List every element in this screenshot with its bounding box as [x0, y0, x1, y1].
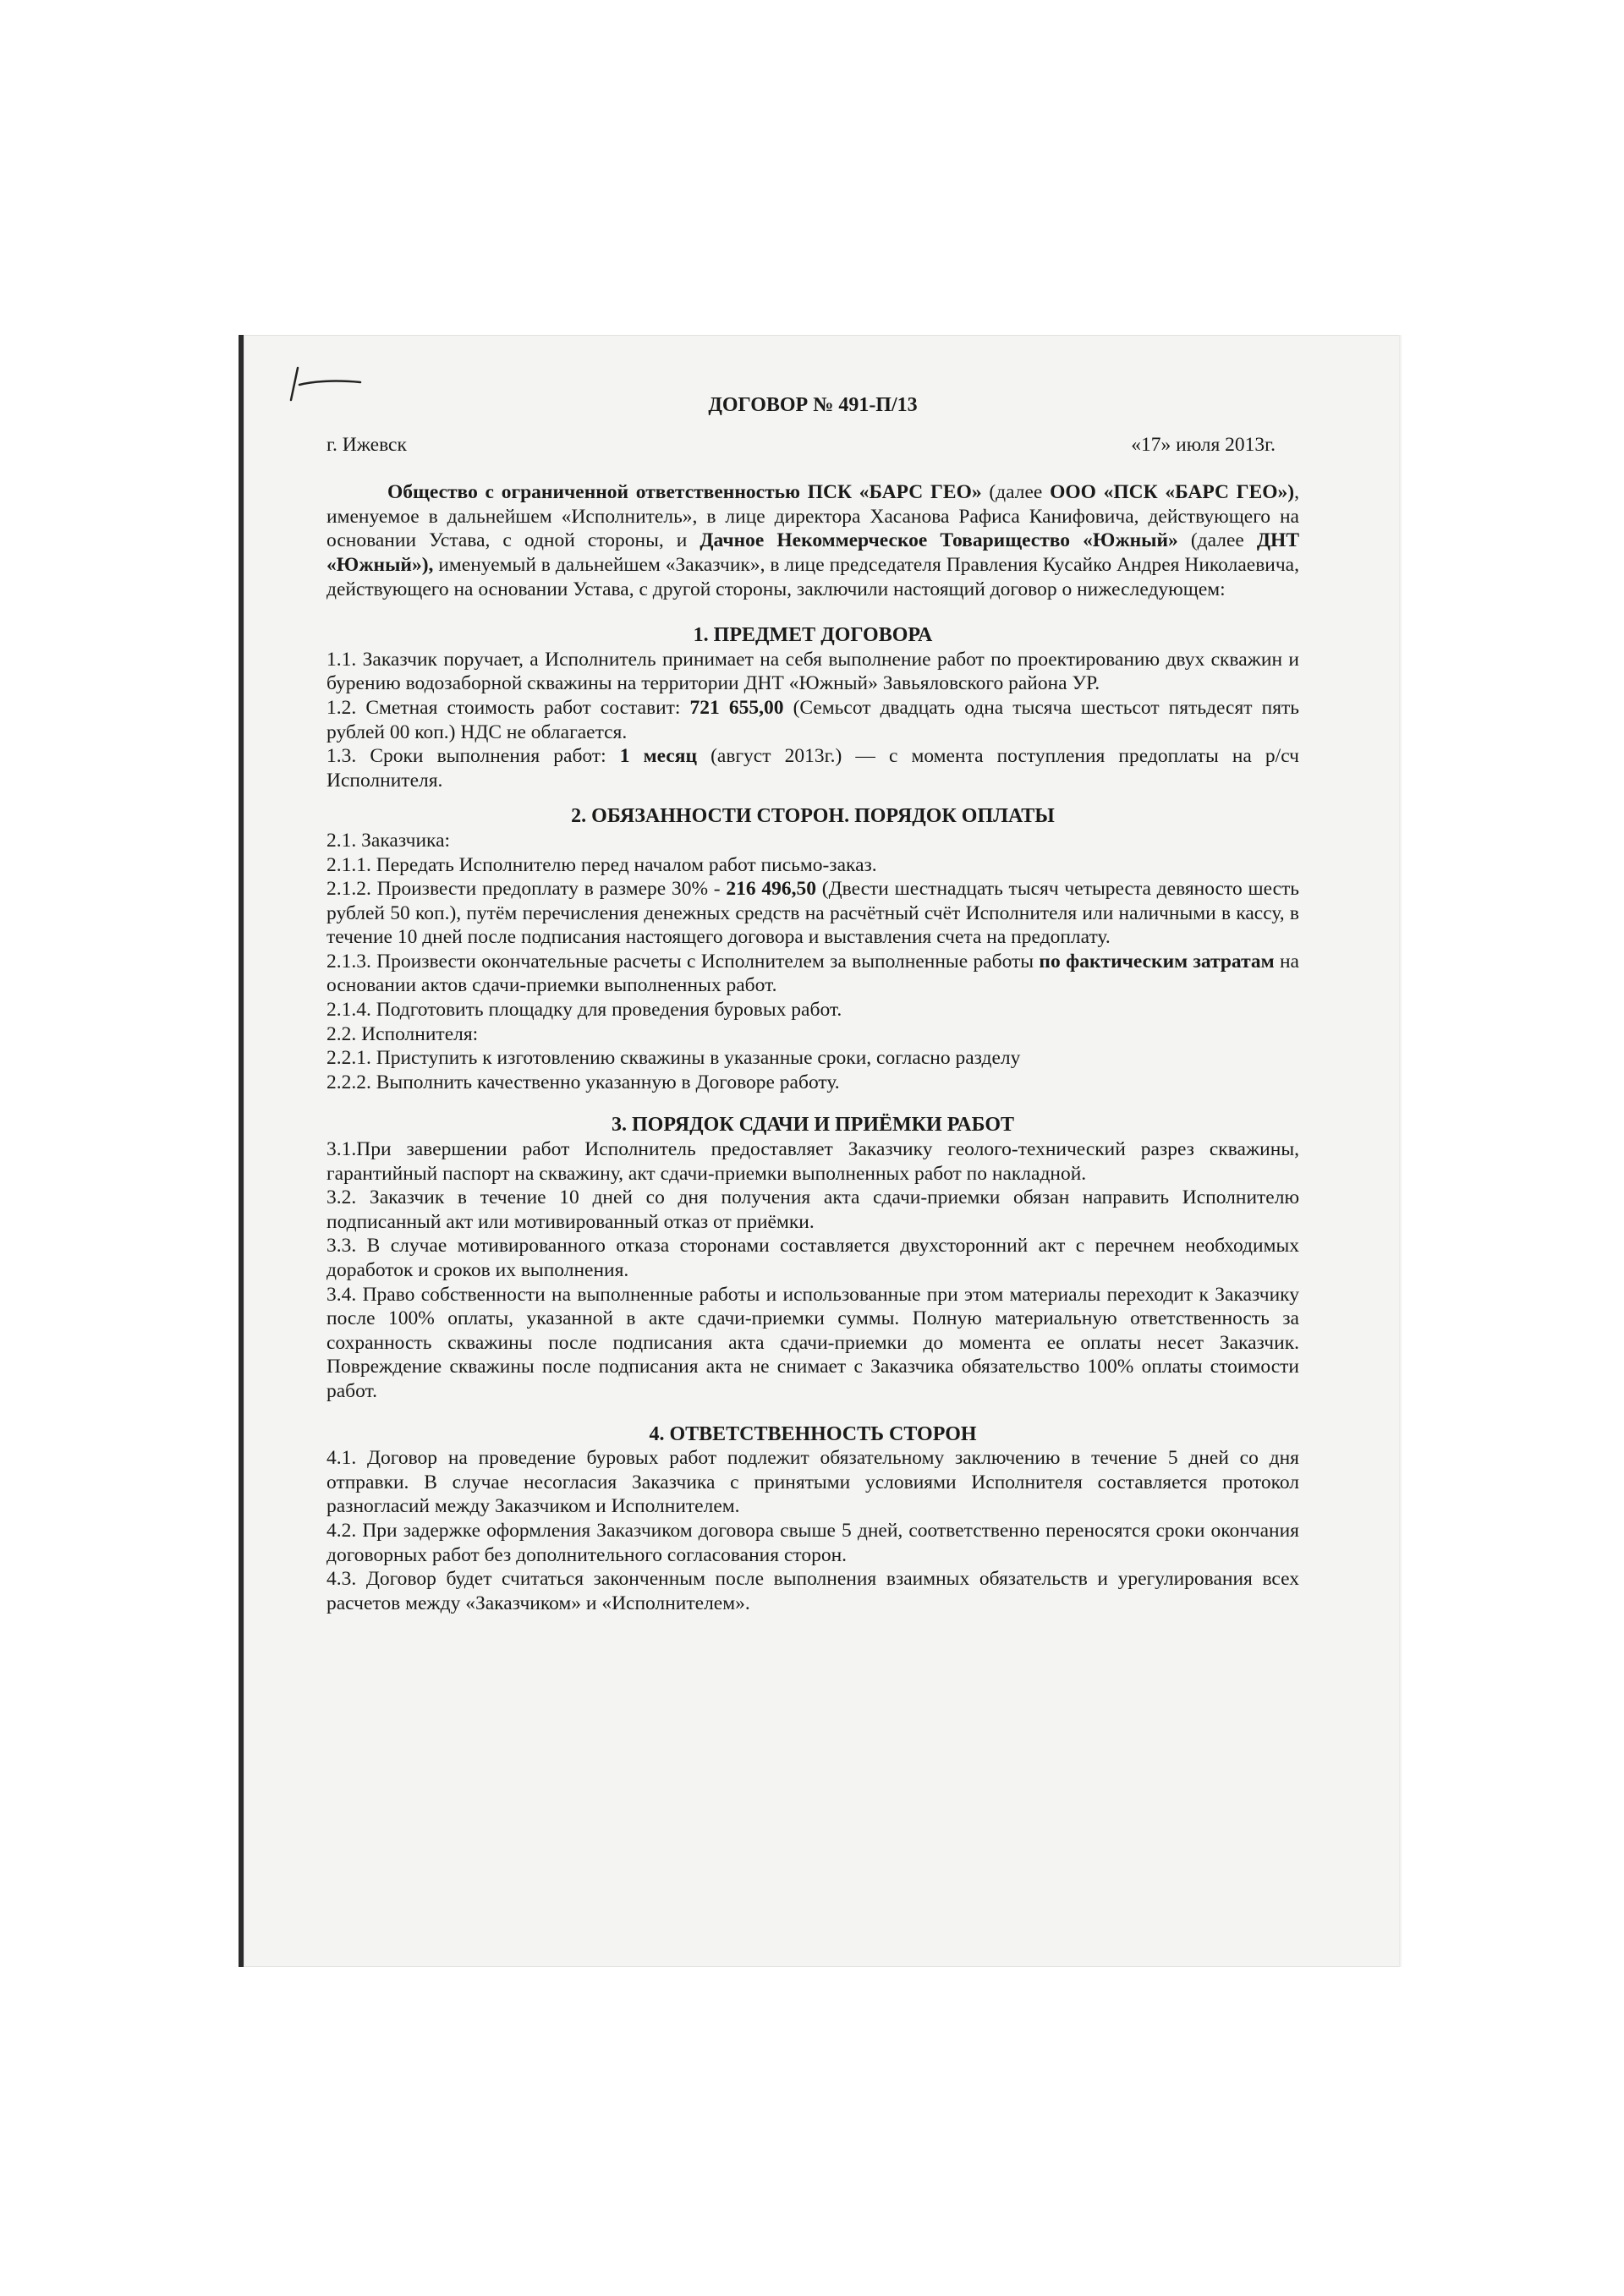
clause-1-2: 1.2. Сметная стоимость работ составит: 721 655,00 (Семьсот двадцать одна тысяча шестьсот пятьдесят пять рублей 00 коп.) НДС не облагается. — [326, 696, 1299, 743]
clause-4-3: 4.3. Договор будет считаться законченным после выполнения взаимных обязательств и урегулирования всех расчетов между «Заказчиком» и «Исполнителем». — [326, 1568, 1299, 1614]
clause-4-2: 4.2. При задержке оформления Заказчиком договора свыше 5 дней, соответственно переносятся сроки окончания договорных работ без дополнительного согласования сторон. — [326, 1519, 1299, 1566]
clause-2-2-2: 2.2.2. Выполнить качественно указанную в Договоре работу. — [326, 1071, 840, 1093]
section-1-title: 1. ПРЕДМЕТ ДОГОВОРА — [693, 624, 933, 647]
place-date-row — [326, 433, 1299, 458]
contract-document — [326, 393, 1299, 1615]
clause-2-1-2: 2.1.2. Произвести предоплату в размере 30% - 216 496,50 (Двести шестнадцать тысяч четыреста девяносто шесть рублей 50 коп.), путём перечисления денежных средств на расчётный счёт Исполнителя или наличными в кассу, в течение 10 дней после подписания настоящего договора и выставления счета на предоплату. — [326, 878, 1300, 949]
clause-2-2-1: 2.2.1. Приступить к изготовлению скважины в указанные сроки, согласно разделу — [326, 1047, 1021, 1070]
section-3-title: 3. ПОРЯДОК СДАЧИ И ПРИЁМКИ РАБОТ — [611, 1114, 1015, 1137]
preamble-org1: Общество с ограниченной ответственностью ПСК «БАРС ГЕО» — [387, 481, 982, 504]
preamble-org2-short: ДНТ «Южный»), — [326, 529, 1299, 576]
actual-costs: по фактическим затратам — [1039, 950, 1275, 973]
clause-3-1: 3.1.При завершении работ Исполнитель предоставляет Заказчику геолого-технический разрез скважины, гарантийный паспорт на скважину, акт сдачи-приемки выполненных работ по накладной. — [326, 1138, 1299, 1185]
preamble-org1-short: ООО «ПСК «БАРС ГЕО») — [1050, 481, 1295, 504]
document-title: ДОГОВОР № 491-П/13 — [708, 394, 918, 416]
clause-2-1-3: 2.1.3. Произвести окончательные расчеты с Исполнителем за выполненные работы по фактическим затратам на основании актов сдачи-приемки выполненных работ. — [326, 950, 1299, 997]
clause-4-1: 4.1. Договор на проведение буровых работ подлежит обязательному заключению в течение 5 дней со дня отправки. В случае несогласия Заказчика с принятыми условиями Исполнителя составляется протокол разногласий между Заказчиком и Исполнителем. — [326, 1447, 1299, 1518]
clause-3-2: 3.2. Заказчик в течение 10 дней со дня получения акта сдачи-приемки обязан направить Исполнителю подписанный акт или мотивированный отказ от приёмки. — [326, 1186, 1299, 1233]
clause-1-3: 1.3. Сроки выполнения работ: 1 месяц (август 2013г.) — с момента поступления предоплаты на р/сч Исполнителя. — [326, 745, 1299, 792]
preamble: Общество с ограниченной ответственностью ПСК «БАРС ГЕО» (далее ООО «ПСК «БАРС ГЕО»), именуемое в дальнейшем «Исполнитель», в лице директора Хасанова Рафиса Канифовича, действующего на основании Устава, с одной стороны, и Дачное Некоммерческое Товарищество «Южный» (далее ДНТ «Южный»), именуемый в дальнейшем «Заказчик», в лице председателя Правления Кусайко Андрея Николаевича, действующего на основании Устава, с другой стороны, заключили настоящий договор о нижеследующем: — [326, 481, 1300, 600]
clause-3-3: 3.3. В случае мотивированного отказа сторонами составляется двухсторонний акт с перечнем необходимых доработок и сроков их выполнения. — [326, 1235, 1299, 1281]
clause-3-4: 3.4. Право собственности на выполненные работы и использованные при этом материалы переходит к Заказчику после 100% оплаты, указанной в акте сдачи-приемки суммы. Полную материальную ответственность за сохранность скважины после подписания акта сдачи-приемки до момента ее оплаты несет Заказчик. Повреждение скважины после подписания акта не снимает с Заказчика обязательство 100% оплаты стоимости работ. — [326, 1283, 1299, 1402]
section-4-title: 4. ОТВЕТСТВЕННОСТЬ СТОРОН — [649, 1422, 977, 1445]
work-duration: 1 месяц — [619, 745, 697, 768]
clause-2-2: 2.2. Исполнителя: — [326, 1022, 479, 1045]
clause-2-1-1: 2.1.1. Передать Исполнителю перед началом работ письмо-заказ. — [326, 853, 877, 876]
preamble-org2: Дачное Некоммерческое Товарищество «Южный» — [700, 529, 1178, 552]
document-date: «17» июля 2013г. — [1131, 433, 1276, 456]
section-2-title: 2. ОБЯЗАННОСТИ СТОРОН. ПОРЯДОК ОПЛАТЫ — [571, 805, 1055, 828]
clause-1-1: 1.1. Заказчик поручает, а Исполнитель принимает на себя выполнение работ по проектированию двух скважин и бурению водозаборной скважины на территории ДНТ «Южный» Завьяловского района УР. — [326, 648, 1299, 695]
document-city: г. Ижевск — [326, 433, 407, 456]
prepayment-amount: 216 496,50 — [726, 878, 817, 901]
clause-2-1-4: 2.1.4. Подготовить площадку для проведения буровых работ. — [326, 999, 842, 1022]
clause-2-1: 2.1. Заказчика: — [326, 829, 451, 852]
contract-price: 721 655,00 — [689, 696, 784, 719]
